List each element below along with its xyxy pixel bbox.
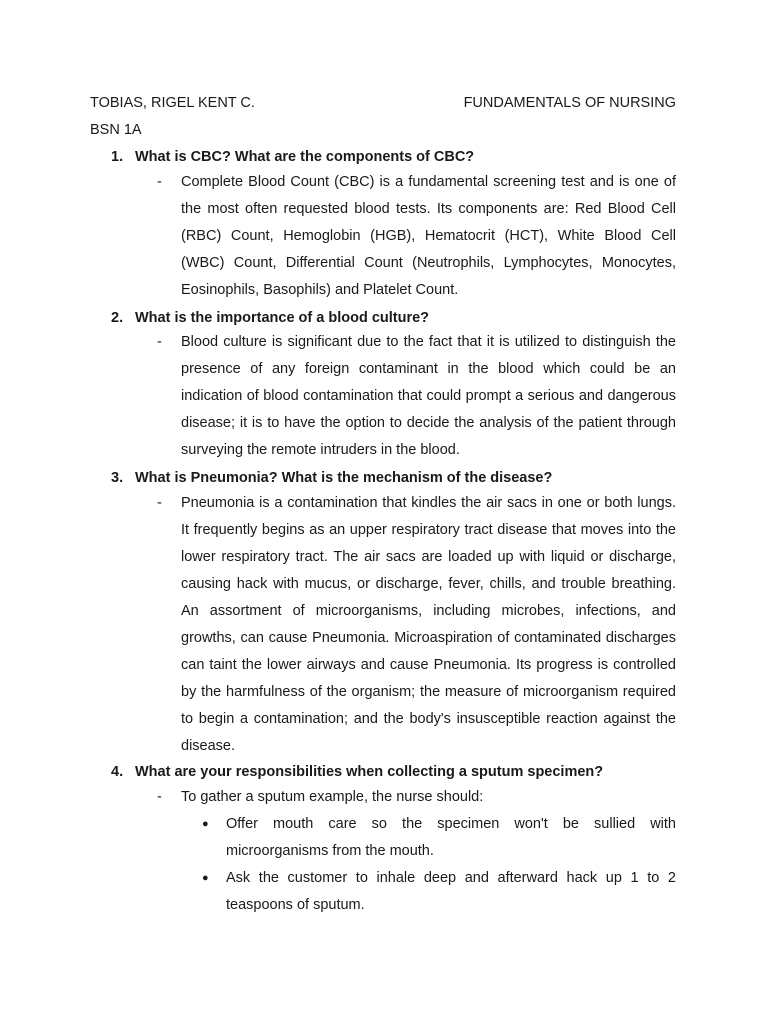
dash-marker: - <box>157 495 162 511</box>
bullet-icon: ● <box>202 818 209 830</box>
question-text: What is CBC? What are the components of CBC? <box>135 149 475 165</box>
dash-marker: - <box>157 334 162 350</box>
bullet-item-2: Ask the customer to inhale deep and afterward hack up 1 to 2 teaspoons of sputum. <box>226 870 676 913</box>
student-name: TOBIAS, RIGEL KENT C. <box>90 95 255 111</box>
bullet-item-1: Offer mouth care so the specimen won't be sullied with microorganisms from the mouth. <box>226 816 676 859</box>
question-text: What is the importance of a blood culture? <box>135 310 430 326</box>
question-3 <box>111 468 676 488</box>
question-text: What are your responsibilities when collecting a sputum specimen? <box>135 764 604 780</box>
answer-1: Complete Blood Count (CBC) is a fundamental screening test and is one of the most often requested blood tests. Its components are: Red Blood Cell (RBC) Count, Hemoglobin (HGB), Hematocrit (HCT), White Blood Cell (WBC) Count, Differential Count (Neutrophils, Lymphocytes, Monocytes, Eosinophils, Basophils) and Platelet Count. <box>181 174 676 298</box>
student-section: BSN 1A <box>90 122 142 138</box>
question-number: 2. <box>111 310 124 326</box>
bullet-icon: ● <box>202 872 209 884</box>
dash-marker: - <box>157 174 162 190</box>
answer-4: To gather a sputum example, the nurse should: <box>181 789 484 805</box>
question-4 <box>111 762 676 782</box>
answer-2: Blood culture is significant due to the fact that it is utilized to distinguish the presence of any foreign contaminant in the blood which could be an indication of blood contamination that could prompt a serious and dangerous disease; it is to have the option to decide the analysis of the patient through surveying the remote intruders in the blood. <box>181 334 676 458</box>
question-number: 4. <box>111 764 124 780</box>
course-title: FUNDAMENTALS OF NURSING <box>463 95 676 111</box>
document-header <box>90 93 676 113</box>
question-2 <box>111 308 676 328</box>
question-number: 3. <box>111 470 124 486</box>
question-number: 1. <box>111 149 124 165</box>
answer-3: Pneumonia is a contamination that kindles the air sacs in one or both lungs. It frequently begins as an upper respiratory tract disease that moves into the lower respiratory tract. The air sacs are loaded up with liquid or discharge, causing hack with mucus, or discharge, fever, chills, and trouble breathing. An assortment of microorganisms, including microbes, infections, and growths, can cause Pneumonia. Microaspiration of contaminated discharges can taint the lower airways and cause Pneumonia. Its progress is controlled by the harmfulness of the organism; the measure of microorganism required to begin a contamination; and the body's insusceptible reaction against the disease. <box>181 495 676 754</box>
question-1 <box>111 147 676 167</box>
dash-marker: - <box>157 789 162 805</box>
question-text: What is Pneumonia? What is the mechanism of the disease? <box>135 470 553 486</box>
